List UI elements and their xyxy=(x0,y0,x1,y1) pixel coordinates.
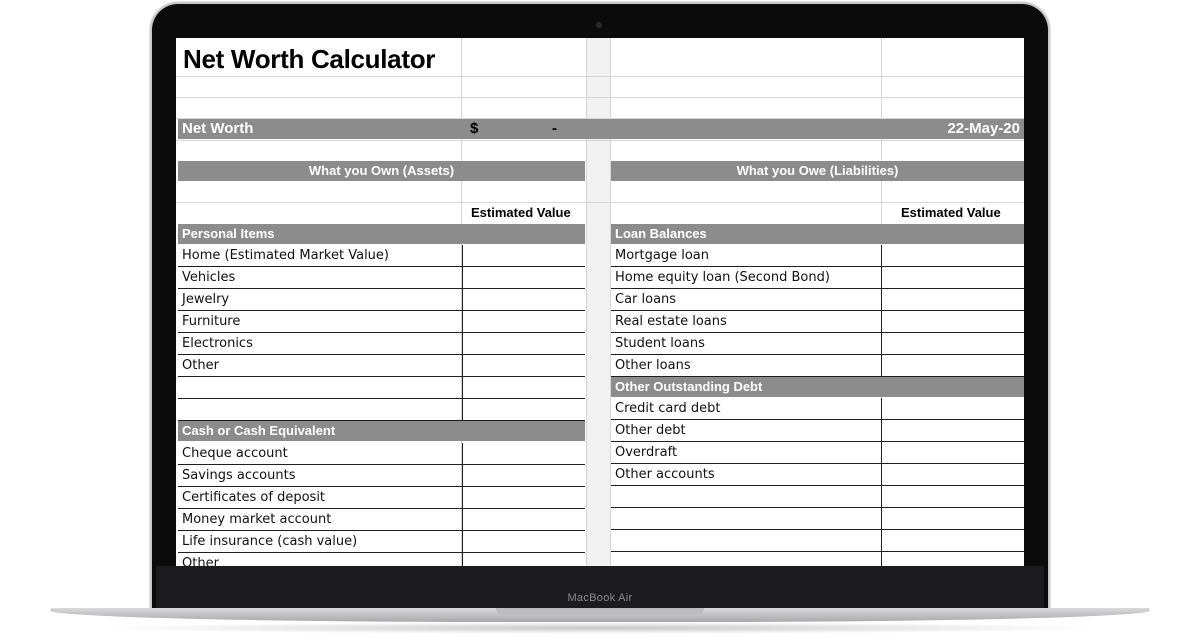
category-personal-items xyxy=(178,224,585,244)
value-cell[interactable] xyxy=(462,509,585,531)
table-row[interactable] xyxy=(178,399,585,421)
table-row[interactable] xyxy=(178,509,585,531)
table-row[interactable] xyxy=(178,289,585,311)
table-row[interactable] xyxy=(611,311,1024,333)
row-label: Home equity loan (Second Bond) xyxy=(615,270,830,285)
row-label: Vehicles xyxy=(182,270,236,285)
value-cell[interactable] xyxy=(462,399,585,421)
table-row[interactable] xyxy=(611,333,1024,355)
row-label: Other accounts xyxy=(615,467,715,482)
value-cell[interactable] xyxy=(462,289,585,311)
row-label: Certificates of deposit xyxy=(182,490,326,505)
net-worth-value[interactable]: - xyxy=(552,120,557,137)
table-row[interactable] xyxy=(178,377,585,399)
gridline xyxy=(176,202,1024,203)
spreadsheet-screen xyxy=(176,38,1024,566)
value-cell[interactable] xyxy=(462,465,585,487)
value-cell[interactable] xyxy=(881,530,1024,552)
row-label: Credit card debt xyxy=(615,401,721,416)
table-row[interactable] xyxy=(178,311,585,333)
gridline xyxy=(176,76,1024,77)
row-label: Savings accounts xyxy=(182,468,296,483)
table-row[interactable] xyxy=(178,553,585,566)
table-row[interactable] xyxy=(611,267,1024,289)
value-cell[interactable] xyxy=(881,267,1024,289)
page-title: Net Worth Calculator xyxy=(183,44,436,74)
value-cell[interactable] xyxy=(462,531,585,553)
value-cell[interactable] xyxy=(881,398,1024,420)
table-row[interactable] xyxy=(611,398,1024,420)
table-row[interactable] xyxy=(611,245,1024,267)
net-worth-label: Net Worth xyxy=(182,120,254,137)
row-label: Furniture xyxy=(182,314,241,329)
value-cell[interactable] xyxy=(462,267,585,289)
value-cell[interactable] xyxy=(462,377,585,399)
assets-header: What you Own (Assets) xyxy=(178,161,585,181)
brand-label: MacBook Air xyxy=(567,592,633,604)
row-label: Other xyxy=(182,556,219,566)
camera-icon xyxy=(596,22,602,28)
table-row[interactable] xyxy=(611,420,1024,442)
category-label: Loan Balances xyxy=(615,226,707,241)
value-cell[interactable] xyxy=(881,289,1024,311)
value-cell[interactable] xyxy=(462,443,585,465)
value-cell[interactable] xyxy=(462,333,585,355)
table-row[interactable] xyxy=(611,355,1024,377)
table-row[interactable] xyxy=(178,245,585,267)
liabilities-header: What you Owe (Liabilities) xyxy=(611,161,1024,181)
table-row[interactable] xyxy=(611,508,1024,530)
category-other-debt xyxy=(611,377,1024,397)
assets-value-header: Estimated Value xyxy=(471,205,571,220)
table-row[interactable] xyxy=(611,486,1024,508)
row-label: Electronics xyxy=(182,336,253,351)
value-cell[interactable] xyxy=(881,486,1024,508)
value-cell[interactable] xyxy=(881,311,1024,333)
row-label: Other xyxy=(182,358,219,373)
table-row[interactable] xyxy=(178,531,585,553)
category-cash-equivalent xyxy=(178,421,585,441)
row-label: Overdraft xyxy=(615,445,678,460)
net-worth-row[interactable] xyxy=(178,119,1024,139)
value-cell[interactable] xyxy=(462,553,585,566)
table-row[interactable] xyxy=(611,464,1024,486)
row-label: Money market account xyxy=(182,512,332,527)
row-label: Cheque account xyxy=(182,446,288,461)
value-cell[interactable] xyxy=(462,487,585,509)
row-label: Car loans xyxy=(615,292,677,307)
row-label: Real estate loans xyxy=(615,314,727,329)
value-cell[interactable] xyxy=(881,442,1024,464)
table-row[interactable] xyxy=(611,530,1024,552)
value-cell[interactable] xyxy=(462,311,585,333)
row-label: Other loans xyxy=(615,358,691,373)
value-cell[interactable] xyxy=(881,420,1024,442)
value-cell[interactable] xyxy=(881,464,1024,486)
net-worth-currency: $ xyxy=(470,120,479,137)
gridline xyxy=(176,97,1024,98)
value-cell[interactable] xyxy=(881,552,1024,566)
value-cell[interactable] xyxy=(881,245,1024,267)
table-row[interactable] xyxy=(178,267,585,289)
table-row[interactable] xyxy=(178,465,585,487)
row-label: Student loans xyxy=(615,336,705,351)
row-label: Jewelry xyxy=(182,292,230,307)
laptop-notch xyxy=(496,608,704,615)
category-label: Cash or Cash Equivalent xyxy=(182,423,336,438)
value-cell[interactable] xyxy=(462,245,585,267)
category-label: Personal Items xyxy=(182,226,275,241)
table-row[interactable] xyxy=(611,552,1024,566)
table-row[interactable] xyxy=(178,443,585,465)
table-row[interactable] xyxy=(611,289,1024,311)
row-label: Mortgage loan xyxy=(615,248,709,263)
table-row[interactable] xyxy=(178,487,585,509)
value-cell[interactable] xyxy=(881,355,1024,377)
table-row[interactable] xyxy=(178,355,585,377)
liabilities-value-header: Estimated Value xyxy=(901,205,1001,220)
category-label: Other Outstanding Debt xyxy=(615,379,763,394)
category-loan-balances xyxy=(611,224,1024,244)
net-worth-date: 22-May-20 xyxy=(947,120,1020,137)
table-row[interactable] xyxy=(611,442,1024,464)
table-row[interactable] xyxy=(178,333,585,355)
row-label: Other debt xyxy=(615,423,686,438)
value-cell[interactable] xyxy=(462,355,585,377)
gridline xyxy=(176,140,1024,141)
row-label: Home (Estimated Market Value) xyxy=(182,248,389,263)
laptop-shadow xyxy=(90,622,1110,634)
value-cell[interactable] xyxy=(881,508,1024,530)
value-cell[interactable] xyxy=(881,333,1024,355)
row-label: Life insurance (cash value) xyxy=(182,534,358,549)
